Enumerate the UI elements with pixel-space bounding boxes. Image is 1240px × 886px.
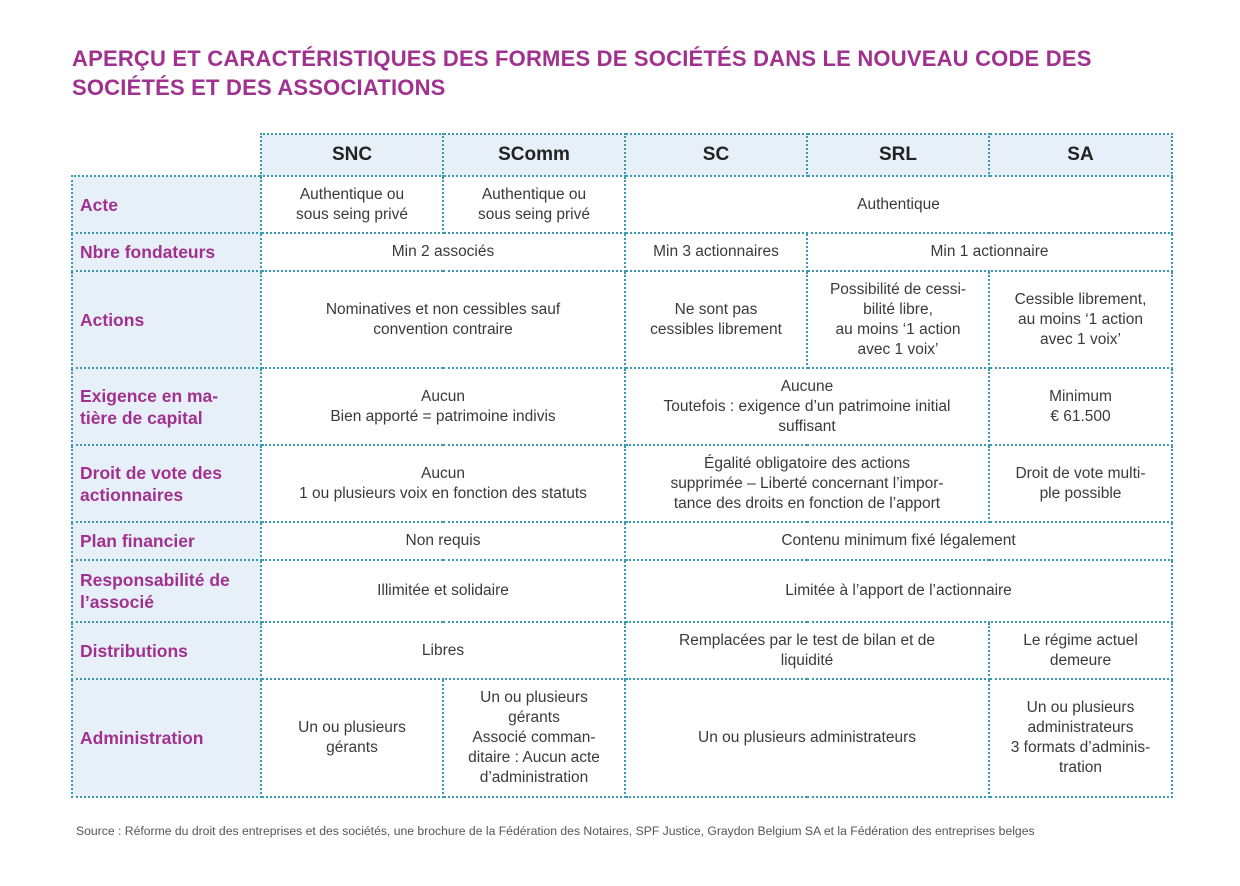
cell-line: Bien apporté = patrimoine indivis xyxy=(330,407,556,425)
cell-line: Minimum xyxy=(1049,387,1112,405)
cell-line: tration xyxy=(1058,759,1103,776)
page-title-line-2: SOCIÉTÉS ET DES ASSOCIATIONS xyxy=(72,75,446,100)
source-note: Source : Réforme du droit des entreprises et des sociétés, une brochure de la Fédération des Notaires, SPF Justice, Graydon Belgium SA et la Fédération des entreprises belges xyxy=(76,824,1035,838)
row-header-acte: Acte xyxy=(72,176,261,233)
cell-line: Un ou plusieurs xyxy=(298,719,406,736)
corner-cell xyxy=(72,134,261,176)
column-header-snc: SNC xyxy=(261,134,443,176)
cell-actions-sa xyxy=(989,271,1172,368)
cell-line: au moins ‘1 action xyxy=(835,320,961,338)
header-row xyxy=(72,134,1172,176)
table-row-plan xyxy=(72,522,1172,560)
cell-line: bilité libre, xyxy=(863,300,933,318)
row-header-line: Exigence en ma- xyxy=(80,385,219,406)
cell-line: 1 ou plusieurs voix en fonction des statuts xyxy=(299,484,587,502)
cell-line: cessibles librement xyxy=(650,320,782,338)
cell-line: Un ou plusieurs xyxy=(1026,699,1135,716)
cell-acte-sc-srl-sa: Authentique xyxy=(625,176,1172,233)
cell-line: convention contraire xyxy=(373,320,513,338)
cell-line: Cessible librement, xyxy=(1014,290,1147,308)
cell-line: Authentique ou xyxy=(481,185,587,203)
table-row-fondateurs xyxy=(72,233,1172,271)
cell-line: avec 1 voix’ xyxy=(857,340,939,358)
cell-administration-sa xyxy=(989,679,1172,797)
cell-distributions-sc-srl xyxy=(625,622,989,679)
page-title-line-1: APERÇU ET CARACTÉRISTIQUES DES FORMES DE SOCIÉTÉS DANS LE NOUVEAU CODE DES xyxy=(72,46,1092,71)
cell-line: Toutefois : exigence d’un patrimoine initial xyxy=(663,397,951,415)
cell-line: Droit de vote multi- xyxy=(1015,464,1146,482)
column-header-sc: SC xyxy=(625,134,807,176)
cell-fondateurs-snc-scomm: Min 2 associés xyxy=(261,233,625,271)
row-header-fondateurs: Nbre fondateurs xyxy=(72,233,261,271)
table-row-vote xyxy=(72,445,1172,522)
row-header-plan: Plan financier xyxy=(72,522,261,560)
cell-responsabilite-snc-scomm: Illimitée et solidaire xyxy=(261,560,625,622)
cell-distributions-snc-scomm: Libres xyxy=(261,622,625,679)
cell-line: Authentique ou xyxy=(299,185,405,203)
cell-line: Remplacées par le test de bilan et de xyxy=(679,631,935,649)
cell-line: € 61.500 xyxy=(1050,407,1111,425)
cell-line: gérants xyxy=(326,739,378,756)
row-header-line: Responsabilité de xyxy=(80,570,230,590)
cell-capital-sc-srl xyxy=(625,368,989,445)
cell-line: ditaire : Aucun acte xyxy=(468,749,600,766)
column-header-scomm: SComm xyxy=(443,134,625,176)
table-row-capital xyxy=(72,368,1172,445)
cell-line: gérants xyxy=(508,709,560,726)
row-header-line: l’associé xyxy=(80,592,154,612)
cell-plan-sc-srl-sa: Contenu minimum fixé légalement xyxy=(625,522,1172,560)
cell-line: 3 formats d’adminis- xyxy=(1010,739,1151,756)
row-header-line: tière de capital xyxy=(80,407,203,428)
table-row-distributions xyxy=(72,622,1172,679)
cell-line: suffisant xyxy=(778,417,836,435)
cell-responsabilite-sc-srl-sa: Limitée à l’apport de l’actionnaire xyxy=(625,560,1172,622)
cell-actions-srl xyxy=(807,271,989,368)
cell-acte-snc xyxy=(261,176,443,233)
cell-actions-sc xyxy=(625,271,807,368)
cell-vote-sc-srl xyxy=(625,445,989,522)
company-forms-table xyxy=(71,133,1173,798)
row-header-administration: Administration xyxy=(72,679,261,797)
row-header-vote xyxy=(72,445,261,522)
cell-line: Égalité obligatoire des actions xyxy=(704,454,910,472)
cell-capital-sa xyxy=(989,368,1172,445)
cell-line: Le régime actuel xyxy=(1023,631,1138,649)
cell-line: Aucun xyxy=(421,387,465,405)
row-header-distributions: Distributions xyxy=(72,622,261,679)
row-header-responsabilite xyxy=(72,560,261,622)
cell-plan-snc-scomm: Non requis xyxy=(261,522,625,560)
row-header-actions: Actions xyxy=(72,271,261,368)
row-header-line: Droit de vote des xyxy=(80,462,222,483)
cell-vote-sa xyxy=(989,445,1172,522)
cell-acte-scomm xyxy=(443,176,625,233)
table-row-acte xyxy=(72,176,1172,233)
cell-line: au moins ‘1 action xyxy=(1018,310,1143,328)
cell-line: demeure xyxy=(1049,651,1112,669)
cell-vote-snc-scomm xyxy=(261,445,625,522)
cell-administration-snc xyxy=(261,679,443,797)
cell-fondateurs-srl-sa: Min 1 actionnaire xyxy=(807,233,1172,271)
cell-line: Aucune xyxy=(780,377,834,395)
page-title xyxy=(72,44,1172,102)
cell-line: d’administration xyxy=(479,769,589,786)
cell-line: supprimée – Liberté concernant l’impor- xyxy=(670,474,944,492)
row-header-line: actionnaires xyxy=(80,484,184,505)
cell-line: Un ou plusieurs xyxy=(480,689,588,706)
cell-line: Aucun xyxy=(421,464,465,482)
cell-line: Ne sont pas xyxy=(674,300,758,318)
table-row-actions xyxy=(72,271,1172,368)
table-row-administration xyxy=(72,679,1172,797)
cell-line: sous seing privé xyxy=(295,205,408,223)
table-row-responsabilite xyxy=(72,560,1172,622)
column-header-sa: SA xyxy=(989,134,1172,176)
cell-administration-sc-srl: Un ou plusieurs administrateurs xyxy=(625,679,989,797)
cell-line: ple possible xyxy=(1039,484,1122,502)
cell-distributions-sa xyxy=(989,622,1172,679)
cell-line: Possibilité de cessi- xyxy=(829,280,967,298)
cell-fondateurs-sc: Min 3 actionnaires xyxy=(625,233,807,271)
cell-capital-snc-scomm xyxy=(261,368,625,445)
cell-administration-scomm xyxy=(443,679,625,797)
cell-line: administrateurs xyxy=(1027,719,1134,736)
cell-line: liquidité xyxy=(780,651,834,669)
cell-line: sous seing privé xyxy=(477,205,590,223)
cell-line: tance des droits en fonction de l’apport xyxy=(673,494,941,512)
cell-actions-snc-scomm xyxy=(261,271,625,368)
cell-line: Nominatives et non cessibles sauf xyxy=(325,300,561,318)
cell-line: avec 1 voix’ xyxy=(1040,330,1121,348)
cell-line: Associé comman- xyxy=(472,729,596,746)
column-header-srl: SRL xyxy=(807,134,989,176)
row-header-capital xyxy=(72,368,261,445)
